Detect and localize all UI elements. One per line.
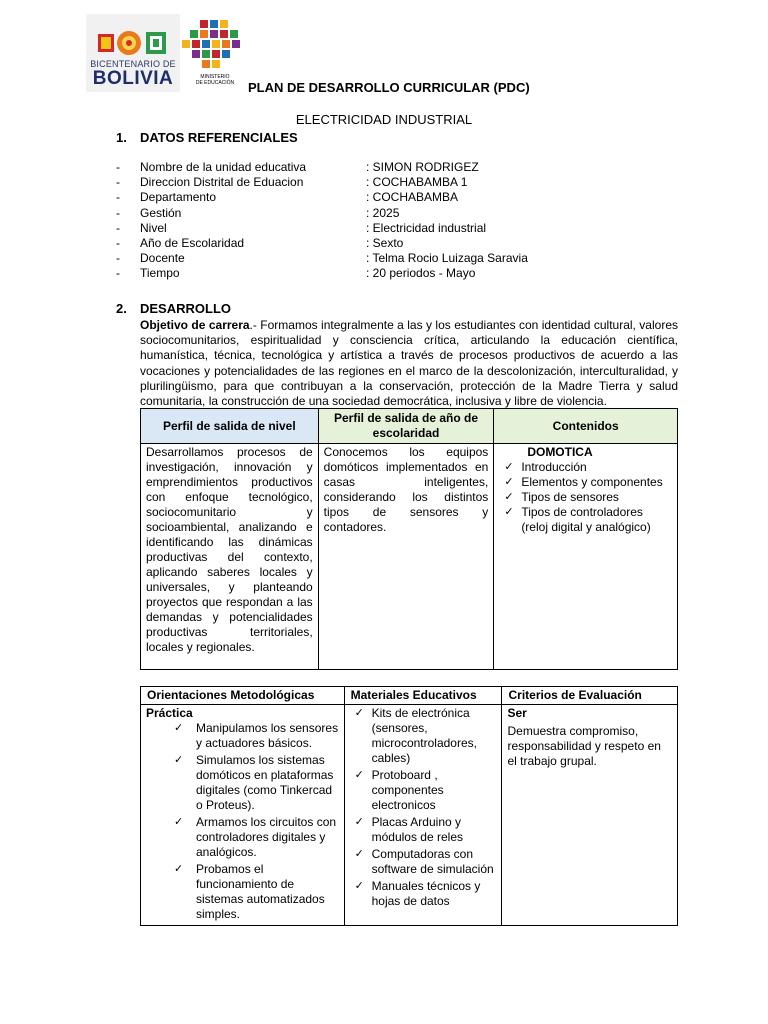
contenidos-title: DOMOTICA [527,445,593,459]
data-row: - Docente : Telma Rocio Luizaga Saravia [116,251,528,266]
header-criterios: Criterios de Evaluación [502,687,678,705]
list-item: ✓ Computadoras con software de simulación [350,847,497,877]
perfil-anio-cell: Conocemos los equipos domóticos implementados en casas inteligentes, considerando los distintos tipos de sensores y contadores. [318,444,494,670]
data-row: - Año de Escolaridad : Sexto [116,235,404,250]
criterios-cell [502,705,678,926]
list-item: ✓ Placas Arduino y módulos de reles [350,815,497,845]
ministerio-caption: MINISTERIO DE EDUCACIÓN [195,74,235,86]
data-row: - Nombre de la unidad educativa : SIMON RODRIGEZ [116,160,479,174]
list-item: ✓ Protoboard , componentes electronicos [350,768,497,813]
list-item: ✓ Introducción [499,460,672,475]
data-row: - Gestión : 2025 [116,205,400,220]
header-contenidos: Contenidos [494,409,678,444]
criterio-label: Ser [507,706,527,720]
list-item: ✓ Tipos de controladores (reloj digital y analógico) [499,505,672,535]
header-perfil-anio: Perfil de salida de año de escolaridad [318,409,494,444]
list-item: ✓ Manuales técnicos y hojas de datos [350,879,497,909]
bicentenario-logo [86,14,180,92]
materiales-list [350,706,497,909]
contenidos-cell [494,444,678,670]
methodology-table [140,686,678,926]
data-row: - Nivel : Electricidad industrial [116,220,487,235]
materiales-cell [344,705,502,926]
bicentenario-emblem-icon [96,28,170,58]
criterio-text: Demuestra compromiso, responsabilidad y respeto en el trabajo grupal. [507,724,661,768]
section1-number: 1. [116,130,127,145]
profile-table [140,408,678,670]
list-item: ✓ Kits de electrónica (sensores, microcontroladores, cables) [350,706,497,766]
list-item: ✓ Simulamos los sistemas domóticos en plataformas digitales (como Tinkercad o Proteus). [146,753,339,813]
list-item: ✓ Elementos y componentes [499,475,672,490]
data-row: - Tiempo : 20 periodos - Mayo [116,266,476,281]
bicentenario-line2: BOLIVIA [92,68,174,89]
referential-data-list [116,160,676,282]
objective-label: Objetivo de carrera [140,318,250,332]
section1-title: DATOS REFERENCIALES [140,130,298,145]
practica-list [146,721,339,922]
practica-label: Práctica [146,706,193,720]
section2-number: 2. [116,301,127,316]
document-title: PLAN DE DESARROLLO CURRICULAR (PDC) [248,80,530,95]
bicentenario-line1: BICENTENARIO DE [90,59,176,69]
list-item: ✓ Armamos los circuitos con controladores digitales y analógicos. [146,815,339,860]
data-row: - Departamento : COCHABAMBA [116,190,459,205]
header-orientaciones: Orientaciones Metodológicas [141,687,345,705]
header-materiales: Materiales Educativos [344,687,502,705]
ministerio-emblem-icon [180,18,246,74]
objective-text: .- Formamos integralmente a las y los estudiantes con identidad cultural, valores sociocomunitarios, espiritualidad y consciencia crítica, articulando la educación científica, humanística, técnica, tecnológica y artística a través de procesos productivos de acuerdo a las vocaciones y potencialidades de las regiones en el marco de la descolonización, interculturalidad, y plurilingüismo, para que contribuyan a la conservación, protección de la Madre Tierra y salud comunitaria, la construcción de una sociedad democrática, inclusiva y libre de violencia. [140,318,678,409]
perfil-nivel-cell: Desarrollamos procesos de investigación, innovación y emprendimientos productivos con enfoque tecnológico, sociocomunitario y socioambiental, analizando e identificando las dinámicas productivas del contexto, aplicando saberes locales y universales, y planteando proyectos que respondan a las demandas y potencialidades productivas territoriales, locales y regionales. [141,444,319,670]
list-item: ✓ Manipulamos los sensores y actuadores básicos. [146,721,339,751]
data-row: - Direccion Distrital de Eduacion : COCHABAMBA 1 [116,175,468,190]
contenidos-list [499,460,672,535]
header-perfil-nivel: Perfil de salida de nivel [141,409,319,444]
career-objective [140,318,678,409]
list-item: ✓ Tipos de sensores [499,490,672,505]
ministerio-logo [180,18,246,94]
document-subtitle: ELECTRICIDAD INDUSTRIAL [295,112,473,127]
section2-title: DESARROLLO [140,301,231,316]
orientaciones-cell [141,705,345,926]
list-item: ✓ Probamos el funcionamiento de sistemas automatizados simples. [146,862,339,922]
